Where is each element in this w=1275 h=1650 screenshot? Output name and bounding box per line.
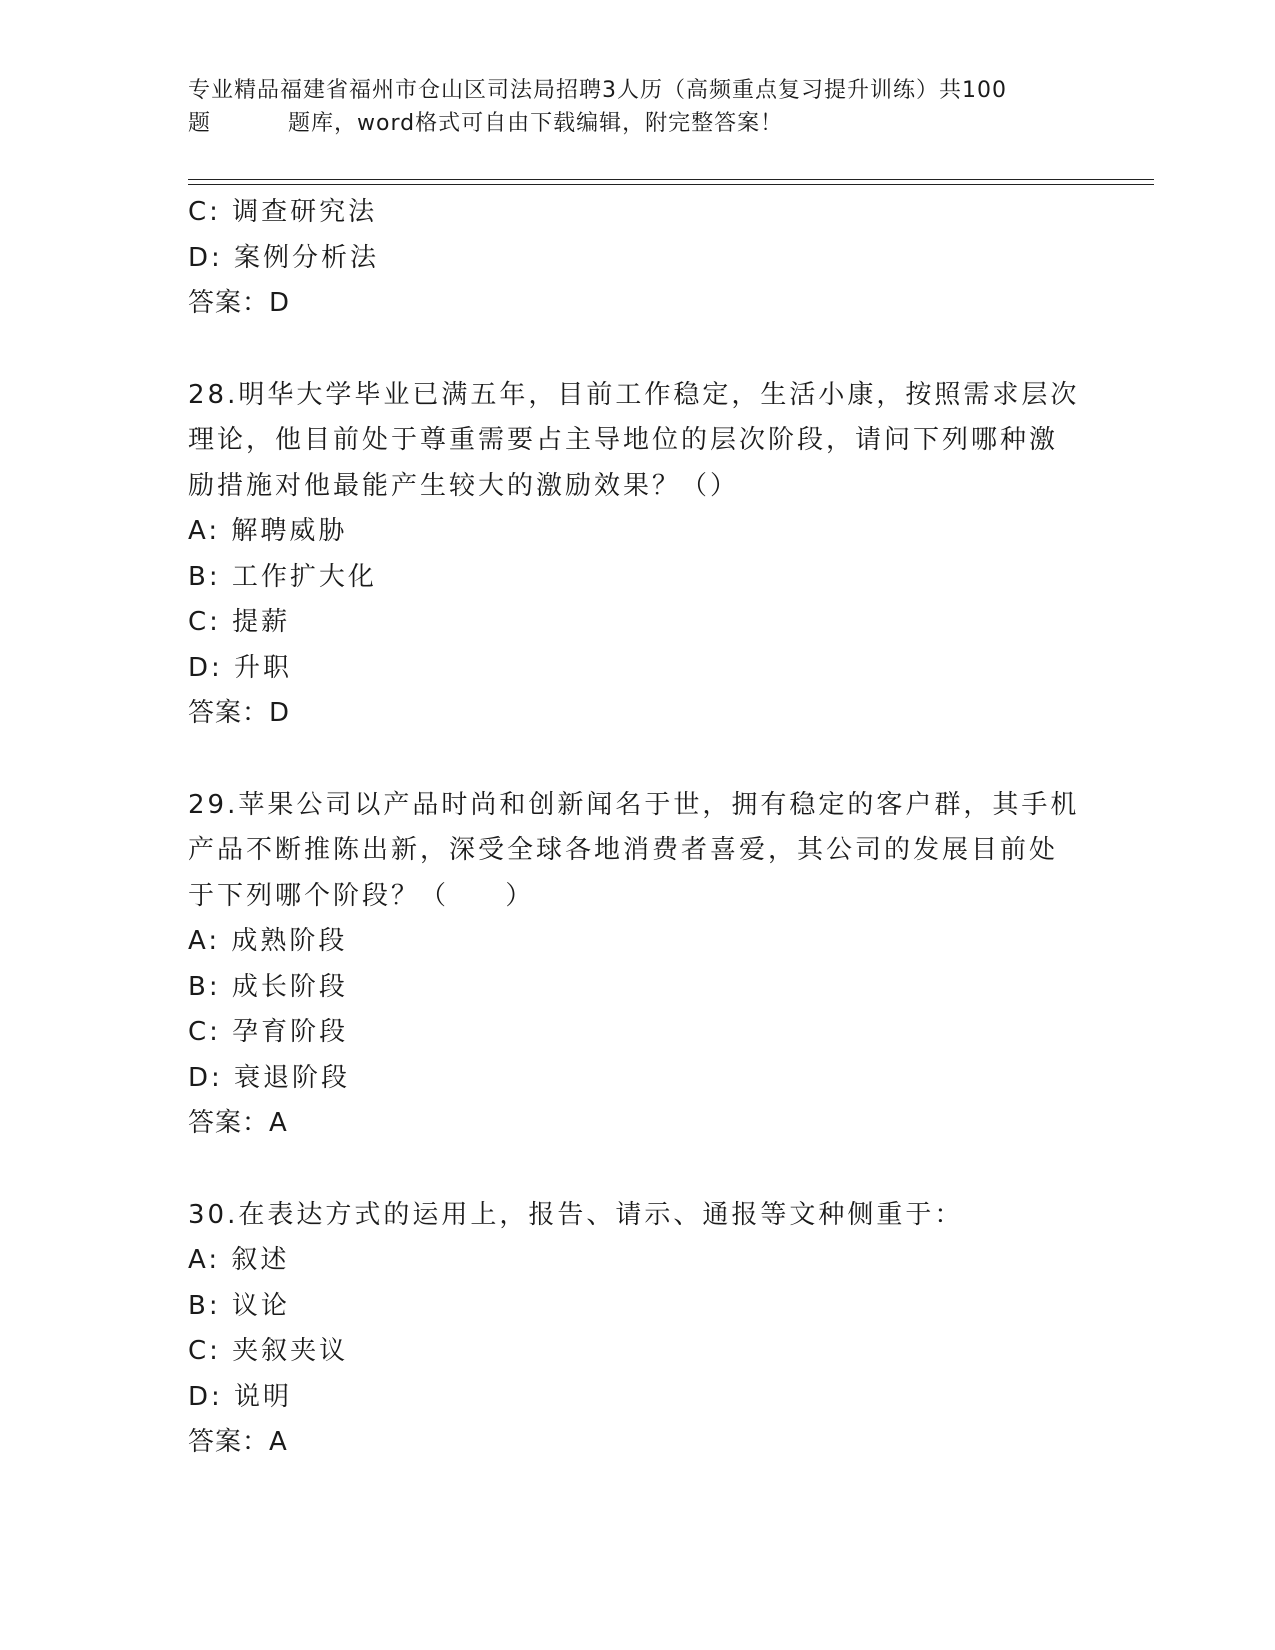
question-text-line: 30.在表达方式的运用上，报告、请示、通报等文种侧重于： xyxy=(188,1199,964,1230)
question-27-continuation xyxy=(188,190,1088,327)
question-text-line: 励措施对他最能产生较大的激励效果？（） xyxy=(188,470,740,501)
question-text-line: 28.明华大学毕业已满五年，目前工作稳定，生活小康，按照需求层次 xyxy=(188,379,1080,410)
spacer xyxy=(188,737,1088,783)
question-text-line: 理论，他目前处于尊重需要占主导地位的层次阶段，请问下列哪种激 xyxy=(188,425,1059,455)
header-divider-top xyxy=(188,179,1154,180)
answer-line: 答案：D xyxy=(188,698,291,728)
header-title-lead: 题 xyxy=(188,111,212,136)
answer-line: 答案：A xyxy=(188,1108,288,1138)
option-c: C: 夹叙夹议 xyxy=(188,1336,349,1366)
header-title-line2 xyxy=(188,107,1088,140)
header-title-line1: 专业精品福建省福州市仓山区司法局招聘3人历（高频重点复习提升训练）共100 xyxy=(188,78,1007,103)
question-28 xyxy=(188,373,1088,737)
question-text-line: 于下列哪个阶段？（ ） xyxy=(188,880,535,911)
option-d: D: 案例分析法 xyxy=(188,242,380,273)
question-30 xyxy=(188,1193,1088,1466)
option-a: A: 解聘威胁 xyxy=(188,516,348,546)
option-d: D: 衰退阶段 xyxy=(188,1062,351,1093)
option-a: A: 叙述 xyxy=(188,1245,290,1275)
option-b: B: 议论 xyxy=(188,1290,290,1321)
question-29 xyxy=(188,783,1088,1147)
option-d: D: 升职 xyxy=(188,652,293,683)
option-c: C: 孕育阶段 xyxy=(188,1017,349,1047)
answer-line: 答案：A xyxy=(188,1427,288,1457)
spacer xyxy=(188,327,1088,373)
header-title-rest: 题库，word格式可自由下载编辑，附完整答案！ xyxy=(288,111,784,136)
header-divider-bottom xyxy=(188,184,1154,185)
option-b: B: 工作扩大化 xyxy=(188,561,377,592)
option-c: C: 提薪 xyxy=(188,607,291,637)
question-content xyxy=(188,190,1088,1466)
answer-line: 答案：D xyxy=(188,288,291,318)
question-text-line: 产品不断推陈出新，深受全球各地消费者喜爱，其公司的发展目前处 xyxy=(188,835,1059,865)
spacer xyxy=(188,1147,1088,1193)
document-header xyxy=(188,74,1088,140)
option-a: A: 成熟阶段 xyxy=(188,926,348,956)
option-c: C: 调查研究法 xyxy=(188,197,378,227)
option-b: B: 成长阶段 xyxy=(188,971,348,1002)
option-d: D: 说明 xyxy=(188,1381,293,1412)
question-text-line: 29.苹果公司以产品时尚和创新闻名于世，拥有稳定的客户群，其手机 xyxy=(188,789,1080,820)
